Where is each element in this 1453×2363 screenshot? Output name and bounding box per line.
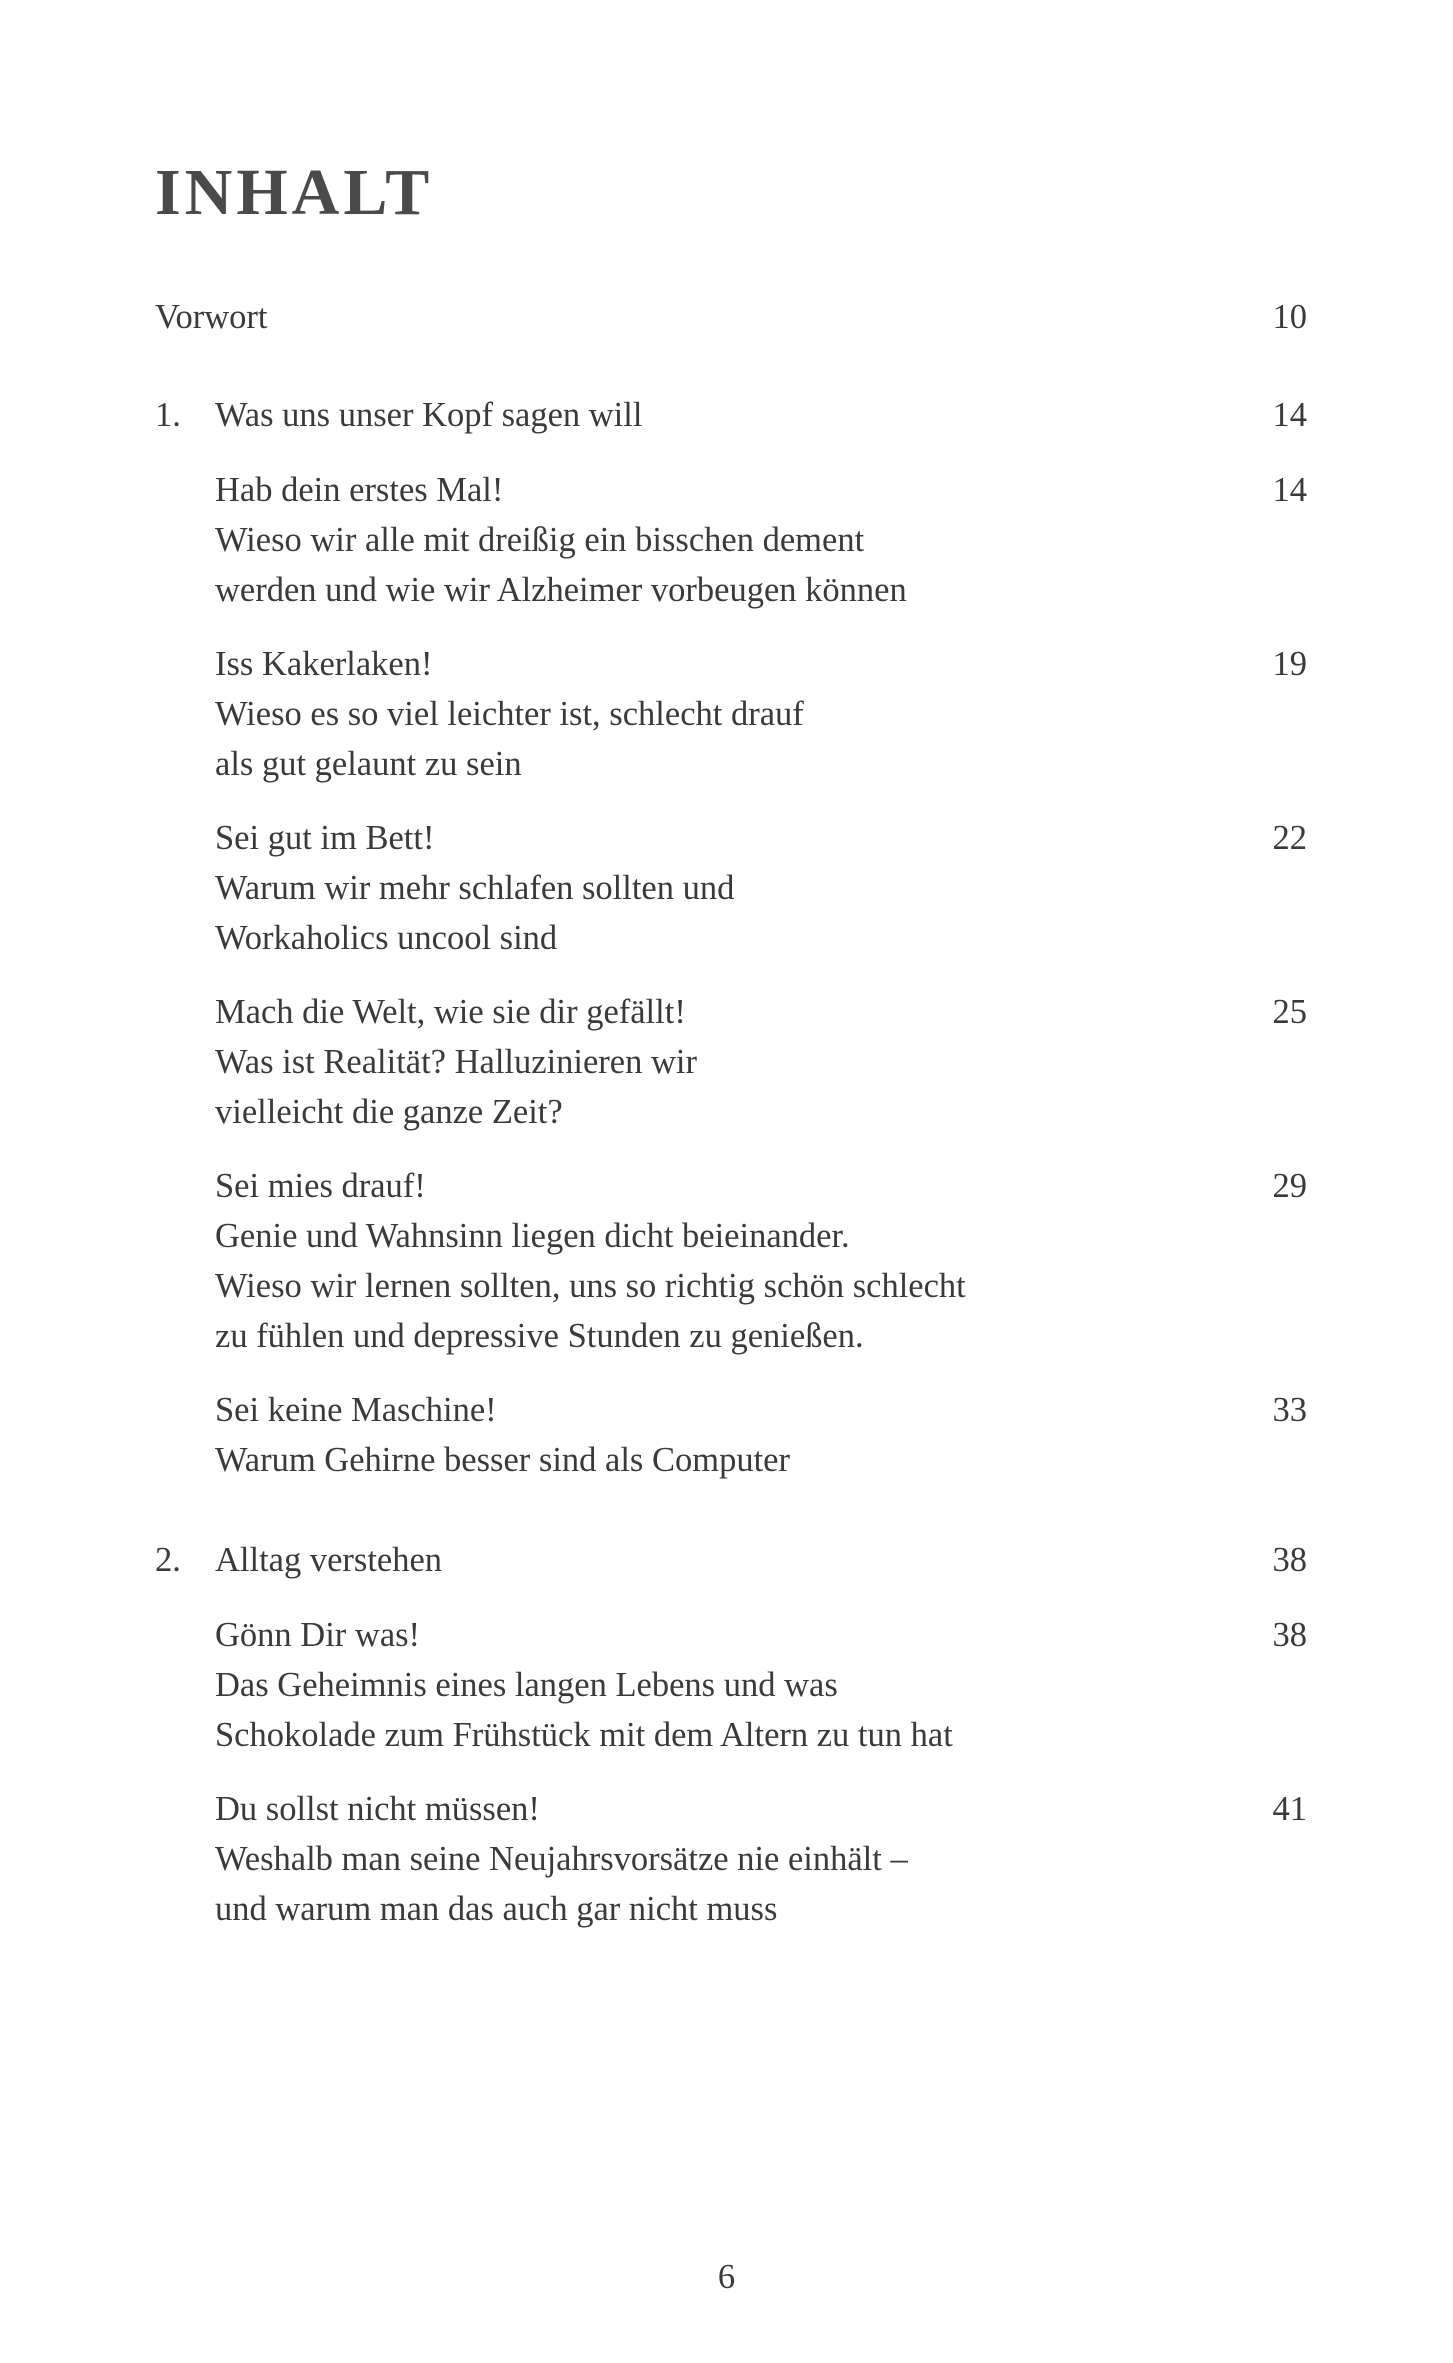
entry-subtitle-line: Workaholics uncool sind [215,919,558,957]
entry-text-block [215,1161,1247,1361]
entry-subtitle-line: Genie und Wahnsinn liegen dicht beieinander. [215,1217,850,1255]
table-of-contents [155,292,1307,1934]
entry-subtitle-line: zu fühlen und depressive Stunden zu genießen. [215,1317,864,1355]
entry-title: Sei gut im Bett! [215,819,435,857]
entry-page-number: 41 [1272,1790,1307,1828]
toc-entry [215,465,1307,615]
toc-entry [215,1385,1307,1485]
toc-spacer [155,963,1307,987]
toc-spacer [155,1760,1307,1784]
chapter-page-number: 38 [1272,1541,1307,1579]
entry-subtitle-line: werden und wie wir Alzheimer vorbeugen können [215,571,907,609]
entry-subtitle-line: als gut gelaunt zu sein [215,745,522,783]
entry-page-number: 25 [1272,993,1307,1031]
entry-page-number: 33 [1272,1391,1307,1429]
toc-row-vorwort [155,292,1307,342]
chapter-number: 2. [155,1541,181,1579]
entry-title: Gönn Dir was! [215,1616,421,1654]
chapter-page-number: 14 [1272,396,1307,434]
entry-title: Mach die Welt, wie sie dir gefällt! [215,993,686,1031]
entry-subtitle-line: Was ist Realität? Halluzinieren wir [215,1043,697,1081]
entry-title: Sei mies drauf! [215,1167,426,1205]
toc-entry [215,1610,1307,1760]
page-number: 6 [717,2258,736,2296]
entry-subtitle-line: Weshalb man seine Neujahrsvorsätze nie einhält – [215,1840,908,1878]
toc-entry [215,987,1307,1137]
entry-text-block [215,1784,1247,1934]
toc-entry [215,1161,1307,1361]
toc-spacer [155,1361,1307,1385]
toc-entry [215,1784,1307,1934]
toc-chapter-row [155,390,1307,440]
entry-subtitle-line: Warum wir mehr schlafen sollten und [215,869,735,907]
entry-subtitle-line: Wieso wir alle mit dreißig ein bisschen dement [215,521,865,559]
toc-spacer [155,789,1307,813]
entry-subtitle-line: Wieso es so viel leichter ist, schlecht drauf [215,695,804,733]
toc-entry [215,639,1307,789]
entry-text-block [215,813,1247,963]
toc-vorwort-page: 10 [1272,298,1307,336]
entry-text-block [215,1610,1247,1760]
toc-spacer [155,1585,1307,1610]
entry-subtitle-line: vielleicht die ganze Zeit? [215,1093,563,1131]
toc-entry [215,813,1307,963]
entry-text-block [215,1385,1247,1485]
entry-subtitle-line: Schokolade zum Frühstück mit dem Altern zu tun hat [215,1716,953,1754]
toc-spacer [155,1137,1307,1161]
page-title: INHALT [155,156,434,229]
entry-page-number: 14 [1272,471,1307,509]
toc-spacer [155,440,1307,465]
toc-spacer [155,342,1307,390]
entry-title: Sei keine Maschine! [215,1391,497,1429]
entry-title: Iss Kakerlaken! [215,645,433,683]
toc-chapter-row [155,1535,1307,1585]
entry-text-block [215,465,1247,615]
chapter-title: Was uns unser Kopf sagen will [215,396,643,434]
toc-vorwort-label: Vorwort [155,298,268,336]
chapter-number: 1. [155,396,181,434]
entry-title: Du sollst nicht müssen! [215,1790,540,1828]
toc-spacer [155,1485,1307,1535]
entry-page-number: 22 [1272,819,1307,857]
entry-subtitle-line: und warum man das auch gar nicht muss [215,1890,778,1928]
entry-text-block [215,987,1247,1137]
entry-title: Hab dein erstes Mal! [215,471,504,509]
entry-page-number: 38 [1272,1616,1307,1654]
toc-spacer [155,615,1307,639]
entry-subtitle-line: Warum Gehirne besser sind als Computer [215,1441,790,1479]
entry-text-block [215,639,1247,789]
entry-page-number: 19 [1272,645,1307,683]
entry-subtitle-line: Wieso wir lernen sollten, uns so richtig schön schlecht [215,1267,966,1305]
entry-subtitle-line: Das Geheimnis eines langen Lebens und was [215,1666,838,1704]
chapter-title: Alltag verstehen [215,1541,443,1579]
entry-page-number: 29 [1272,1167,1307,1205]
